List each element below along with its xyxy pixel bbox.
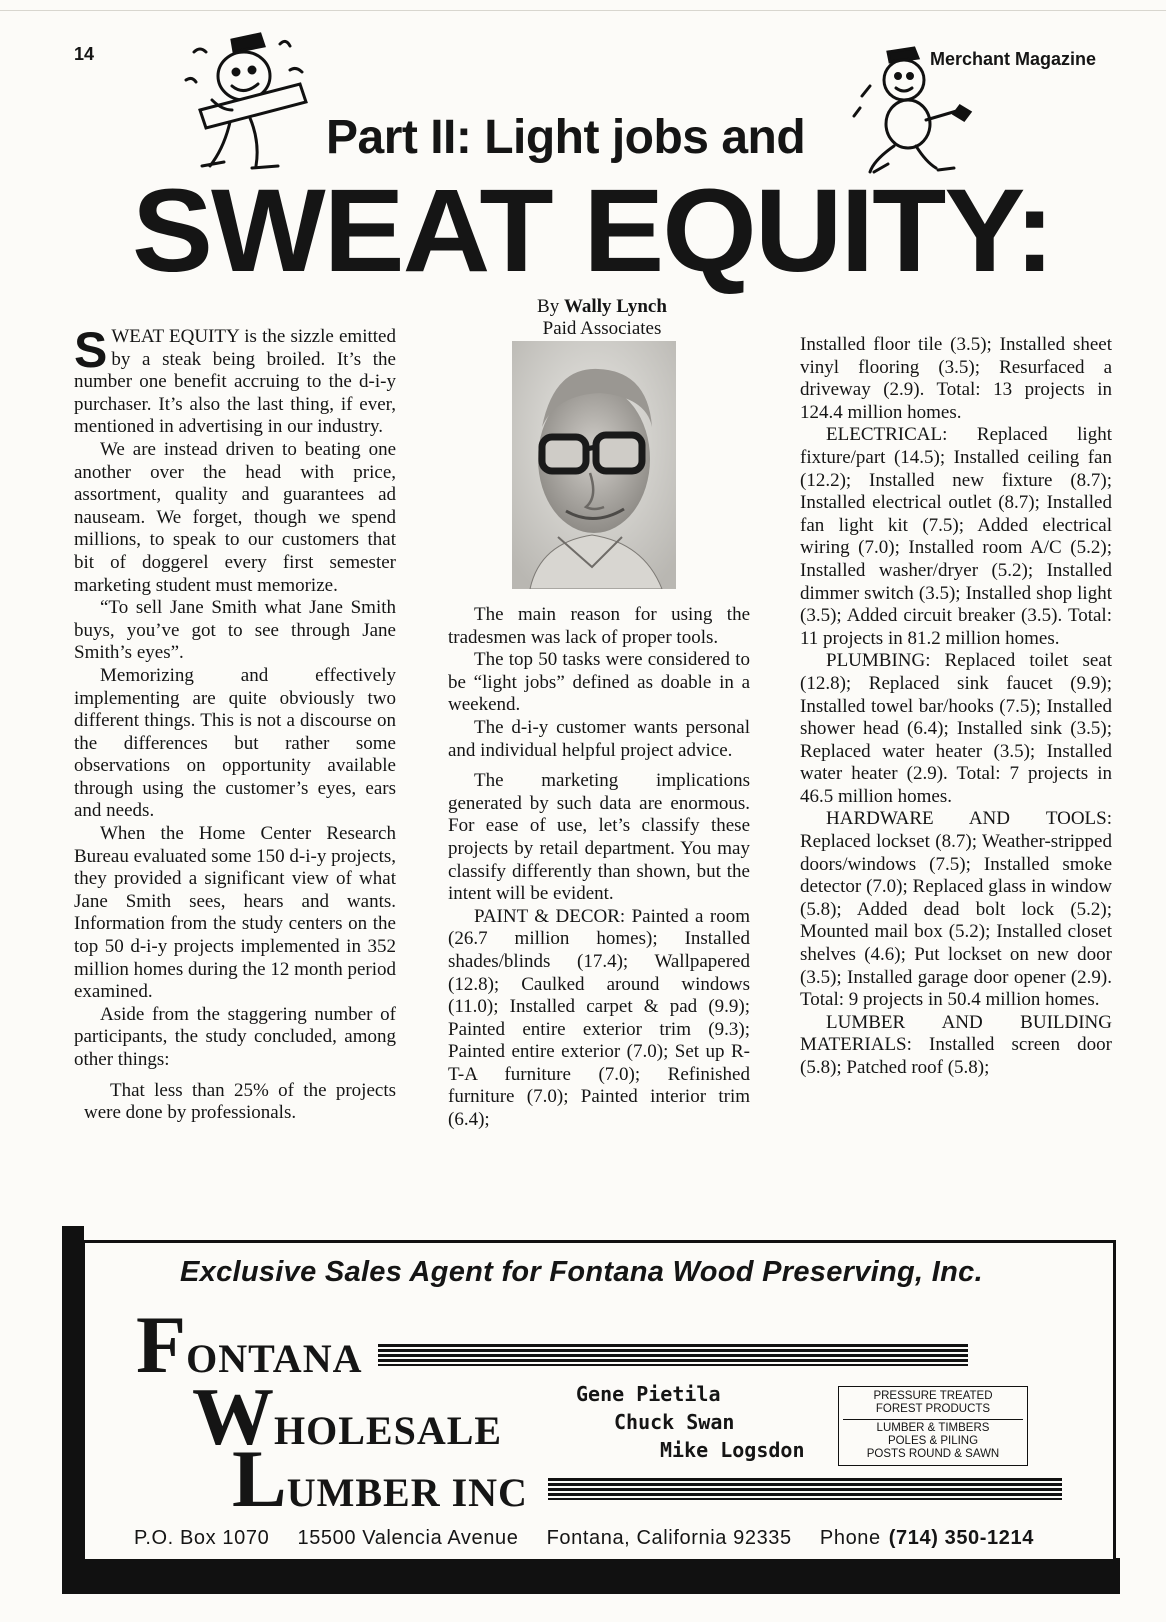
logo-word: HOLESALE [274,1408,503,1453]
article-paragraph: Installed floor tile (3.5); Installed sheet vinyl flooring (3.5); Resurfaced a driveway (2.9). Total: 13 projects in 124.4 million homes. [800,334,1112,423]
byline [512,296,692,340]
ad-po-box: P.O. Box 1070 [134,1527,270,1549]
products-line: FOREST PRODUCTS [875,1403,991,1415]
byline-author: Wally Lynch [563,296,667,317]
byline-prefix: By [537,296,560,317]
article-paragraph: LUMBER AND BUILDING MATERIALS: Installed screen door (5.8); Patched roof (5.8); [800,1011,1112,1078]
article-column-3 [800,334,1112,1080]
article-paragraph: We are instead driven to beating one another over the head with price, assortment, quality and guarantees ad nauseam. We forget, though we spend millions, to speak to our customers that bit of doggerel every first semester marketing student must memorize. [74,438,396,596]
article-paragraph: “To sell Jane Smith what Jane Smith buys, you’ve got to see through Jane Smith’s eyes”. [74,597,396,664]
vacuum-cartoon-illustration [852,46,982,180]
handyman-cartoon-illustration [172,30,322,180]
logo-word: UMBER INC [286,1470,528,1515]
article-paragraph: Aside from the staggering number of participants, the study concluded, among other things: [74,1003,396,1070]
article-paragraph: The d-i-y customer wants personal and individual helpful project advice. [448,716,750,761]
logo-initial: L [232,1433,287,1524]
logo-stripe-rule [548,1478,1062,1500]
products-line: POSTS ROUND & SAWN [866,1448,1000,1460]
products-line: PRESSURE TREATED [873,1390,993,1402]
article-paragraph: The top 50 tasks were considered to be “light jobs” defined as doable in a weekend. [448,649,750,716]
ad-logo-line-3 [232,1433,528,1524]
headline-title: SWEAT EQUITY: [132,165,1053,297]
byline-affiliation: Paid Associates [542,318,662,339]
page-number: 14 [74,44,95,64]
contact-name: Gene Pietila [576,1382,721,1406]
ad-phone-number: (714) 350-1214 [888,1527,1034,1549]
contact-name: Mike Logsdon [660,1438,805,1462]
article-paragraph: PLUMBING: Replaced toilet seat (12.8); Replaced sink faucet (9.9); Installed towel bar/hooks (7.5); Installed shower head (6.4); Installed sink (3.5); Replaced water heater (3.5); Installed water heater (2.9). Total: 7 projects in 46.5 million homes. [800,650,1112,807]
ad-border-shadow [62,1558,1120,1594]
logo-word: ONTANA [186,1336,363,1381]
products-box [838,1386,1028,1466]
ad-address-line [134,1527,1074,1550]
article-paragraph: ELECTRICAL: Replaced light fixture/part (14.5); Installed ceiling fan (12.2); Installed new fixture (8.7); Installed electrical outlet (8.7); Installed fan light kit (7.5); Added electrical wiring (7.0); Installed room A/C (5.2); Installed washer/dryer (5.2); Installed dimmer switch (3.5); Installed shop light (3.5); Added circuit breaker (3.5). Total: 11 projects in 81.2 million homes. [800,424,1112,649]
article-paragraph: The main reason for using the tradesmen was lack of proper tools. [448,604,750,648]
dropcap-letter: S [74,322,108,378]
ad-phone-label: Phone [819,1527,881,1549]
article-paragraph: PAINT & DECOR: Painted a room (26.7 million homes); Installed shades/blinds (17.4); Wallpapered (12.8); Caulked around windows (11.0); Installed carpet & pad (9.9); Painted entire exterior trim (9.3); Painted entire exterior (7.0); Set up R-T-A furniture (7.0); Refinished furniture (7.0); Painted interior trim (6.4); [448,905,750,1131]
logo-stripe-rule [378,1344,968,1366]
article-column-1 [74,322,396,1125]
ad-border-shadow [62,1226,84,1594]
headline-kicker: Part II: Light jobs and [326,111,806,164]
logo-initial: W [192,1371,274,1462]
author-portrait-photo [512,341,676,589]
article-paragraph: When the Home Center Research Bureau evaluated some 150 d-i-y projects, they provided a significant view of what Jane Smith sees, hears and wants. Information from the study centers on the top 50 d-i-y projects implemented in 352 million homes during the 12 month period examined. [74,823,396,1003]
article-paragraph: Memorizing and effectively implementing are quite obviously two different things. This is not a discourse on the differences but rather some observations on opportunity available through using the customer’s eyes, ears and needs. [74,664,396,822]
products-line: LUMBER & TIMBERS [876,1422,990,1434]
publication-name: Merchant Magazine [930,49,1097,69]
article-paragraph: The marketing implications generated by such data are enormous. For ease of use, let’s classify these projects by retail department. You may classify differently than shown, but the intent will be evident. [448,770,750,905]
products-divider [843,1419,1023,1420]
article-paragraph: WEAT EQUITY is the sizzle emitted by a steak being broiled. It’s the number one benefit accruing to the d-i-y purchaser. It’s also the last thing, if ever, mentioned in advertising in our industry. [74,326,396,438]
logo-initial: F [136,1299,187,1390]
ad-street: 15500 Valencia Avenue [297,1527,519,1549]
contact-name: Chuck Swan [614,1410,735,1434]
article-paragraph: HARDWARE AND TOOLS: Replaced lockset (8.7); Weather-stripped doors/windows (7.5); Installed smoke detector (7.0); Replaced glass in window (5.8); Added dead bolt lock (5.2); Mounted mail box (5.2); Installed closet shelves (4.6); Put lockset on new door (3.5); Installed garage door opener (2.9). Total: 9 projects in 50.4 million homes. [800,808,1112,1011]
article-paragraph: That less than 25% of the projects were done by professionals. [84,1079,396,1124]
page-top-edge [0,0,1166,11]
ad-city: Fontana, California 92335 [546,1527,792,1549]
article-column-2 [448,604,750,1132]
ad-title: Exclusive Sales Agent for Fontana Wood Preserving, Inc. [180,1256,983,1288]
products-line: POLES & PILING [887,1435,979,1447]
